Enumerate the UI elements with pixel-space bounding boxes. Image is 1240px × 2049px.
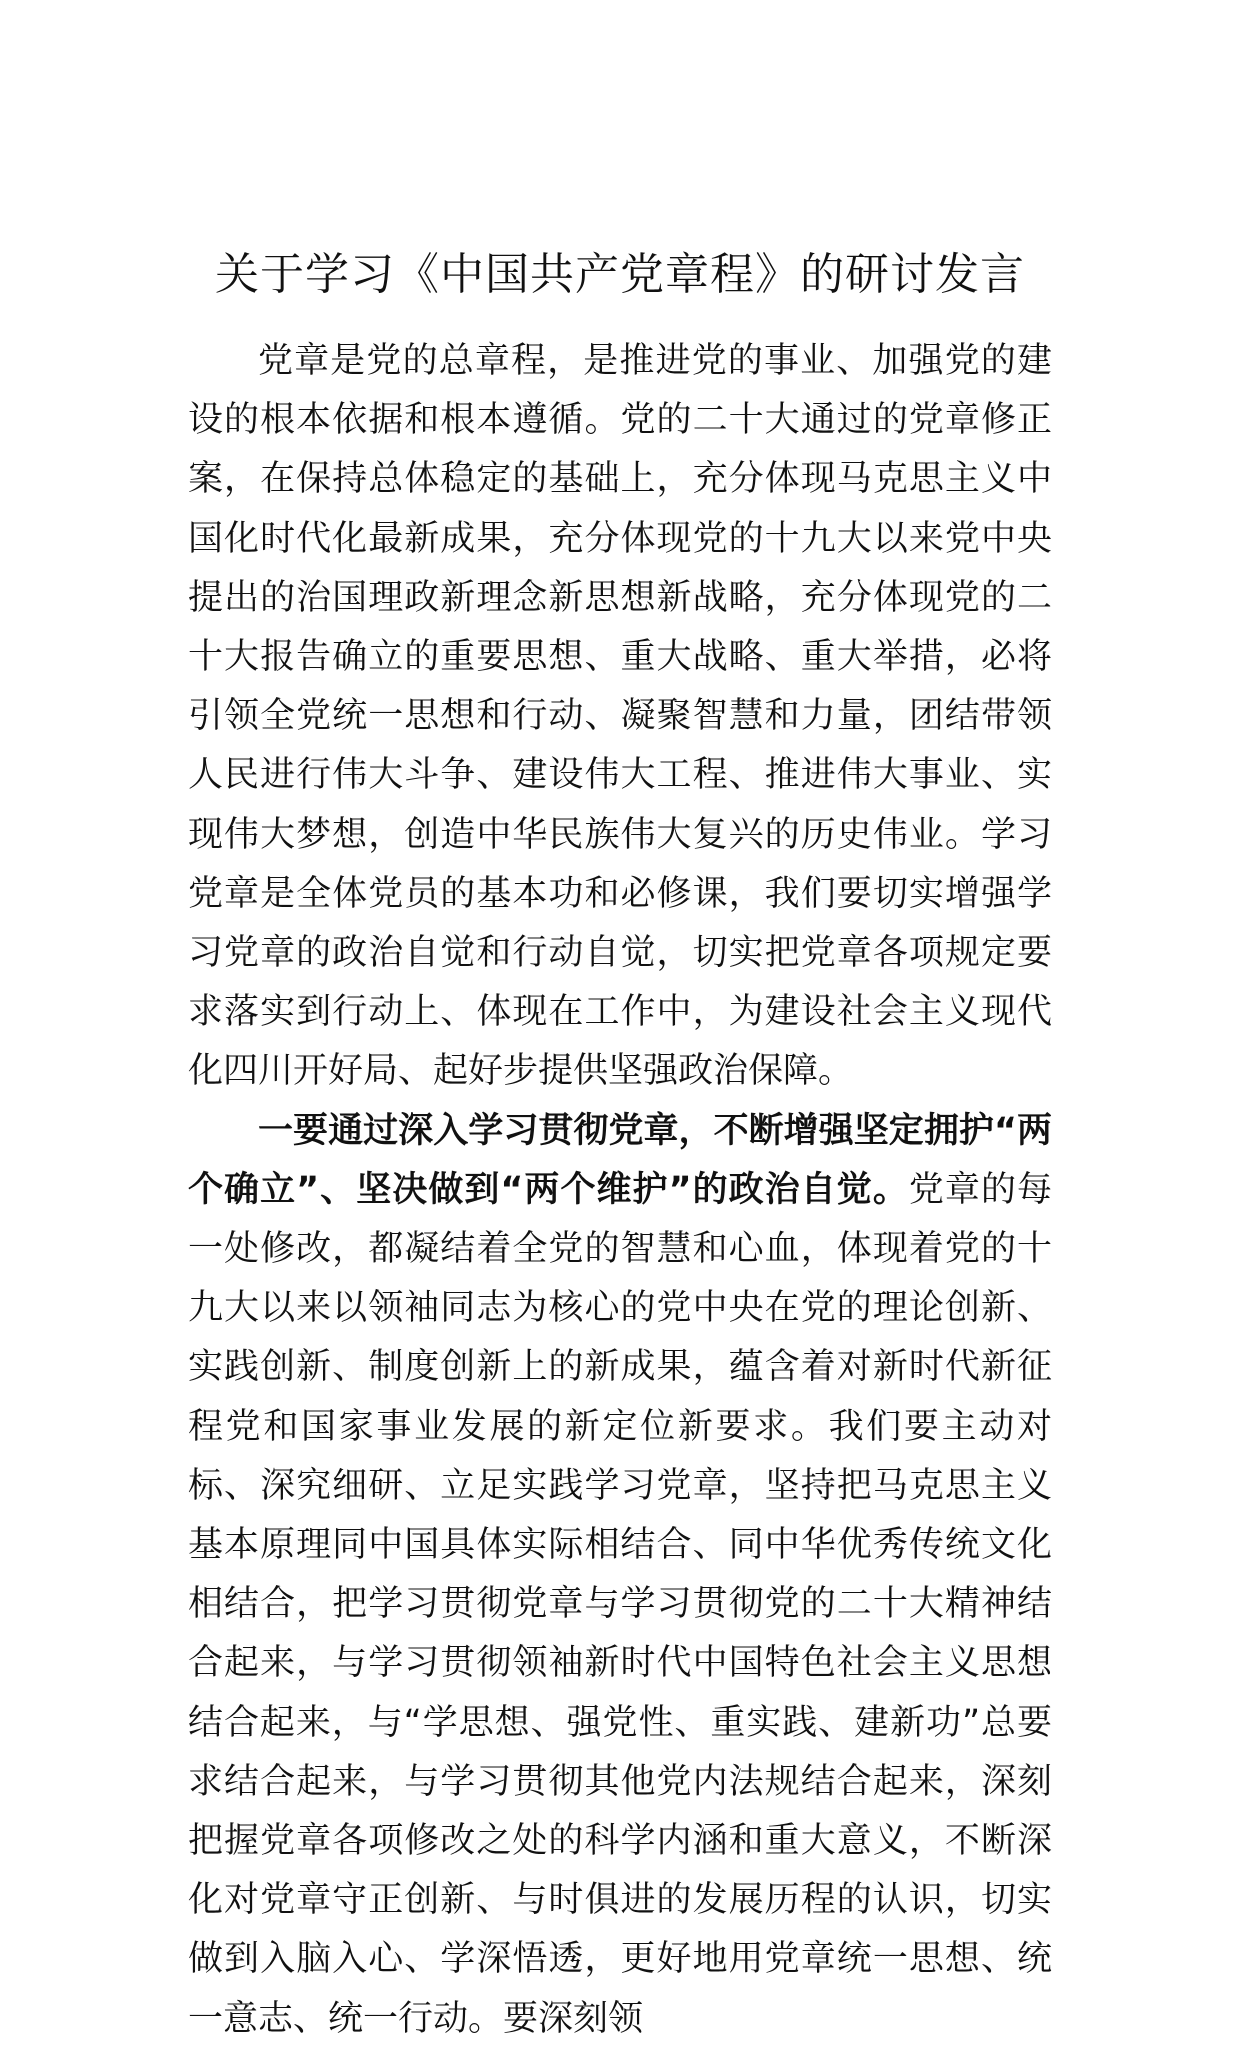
paragraph-intro: 党章是党的总章程，是推进党的事业、加强党的建设的根本依据和根本遵循。党的二十大通过的党章修正案，在保持总体稳定的基础上，充分体现马克思主义中国化时代化最新成果，充分体现党的十九大以来党中央提出的治国理政新理念新思想新战略，充分体现党的二十大报告确立的重要思想、重大战略、重大举措，必将引领全党统一思想和行动、凝聚智慧和力量，团结带领人民进行伟大斗争、建设伟大工程、推进伟大事业、实现伟大梦想，创造中华民族伟大复兴的历史伟业。学习党章是全体党员的基本功和必修课，我们要切实增强学习党章的政治自觉和行动自觉，切实把党章各项规定要求落实到行动上、体现在工作中，为建设社会主义现代化四川开好局、起好步提供坚强政治保障。 (188, 341, 1052, 1092)
document-body (188, 332, 1052, 2049)
paragraph-point-one-text: 党章的每一处修改，都凝结着全党的智慧和心血，体现着党的十九大以来以领袖同志为核心的党中央在党的理论创新、实践创新、制度创新上的新成果，蕴含着对新时代新征程党和国家事业发展的新定位新要求。我们要主动对标、深究细研、立足实践学习党章，坚持把马克思主义基本原理同中国具体实际相结合、同中华优秀传统文化相结合，把学习贯彻党章与学习贯彻党的二十大精神结合起来，与学习贯彻领袖新时代中国特色社会主义思想结合起来，与“学思想、强党性、重实践、建新功”总要求结合起来，与学习贯彻其他党内法规结合起来，深刻把握党章各项修改之处的科学内涵和重大意义，不断深化对党章守正创新、与时俱进的发展历程的认识，切实做到入脑入心、学深悟透，更好地用党章统一思想、统一意志、统一行动。要深刻领 (188, 1169, 1052, 2039)
document-title: 关于学习《中国共产党章程》的研讨发言 (215, 249, 1025, 301)
paragraph-point-one (188, 1102, 1052, 2049)
paragraph-point-one-heading: 一要通过深入学习贯彻党章，不断增强坚定拥护“两个确立”、坚决做到“两个维护”的政治自觉。 (188, 1110, 1052, 1210)
